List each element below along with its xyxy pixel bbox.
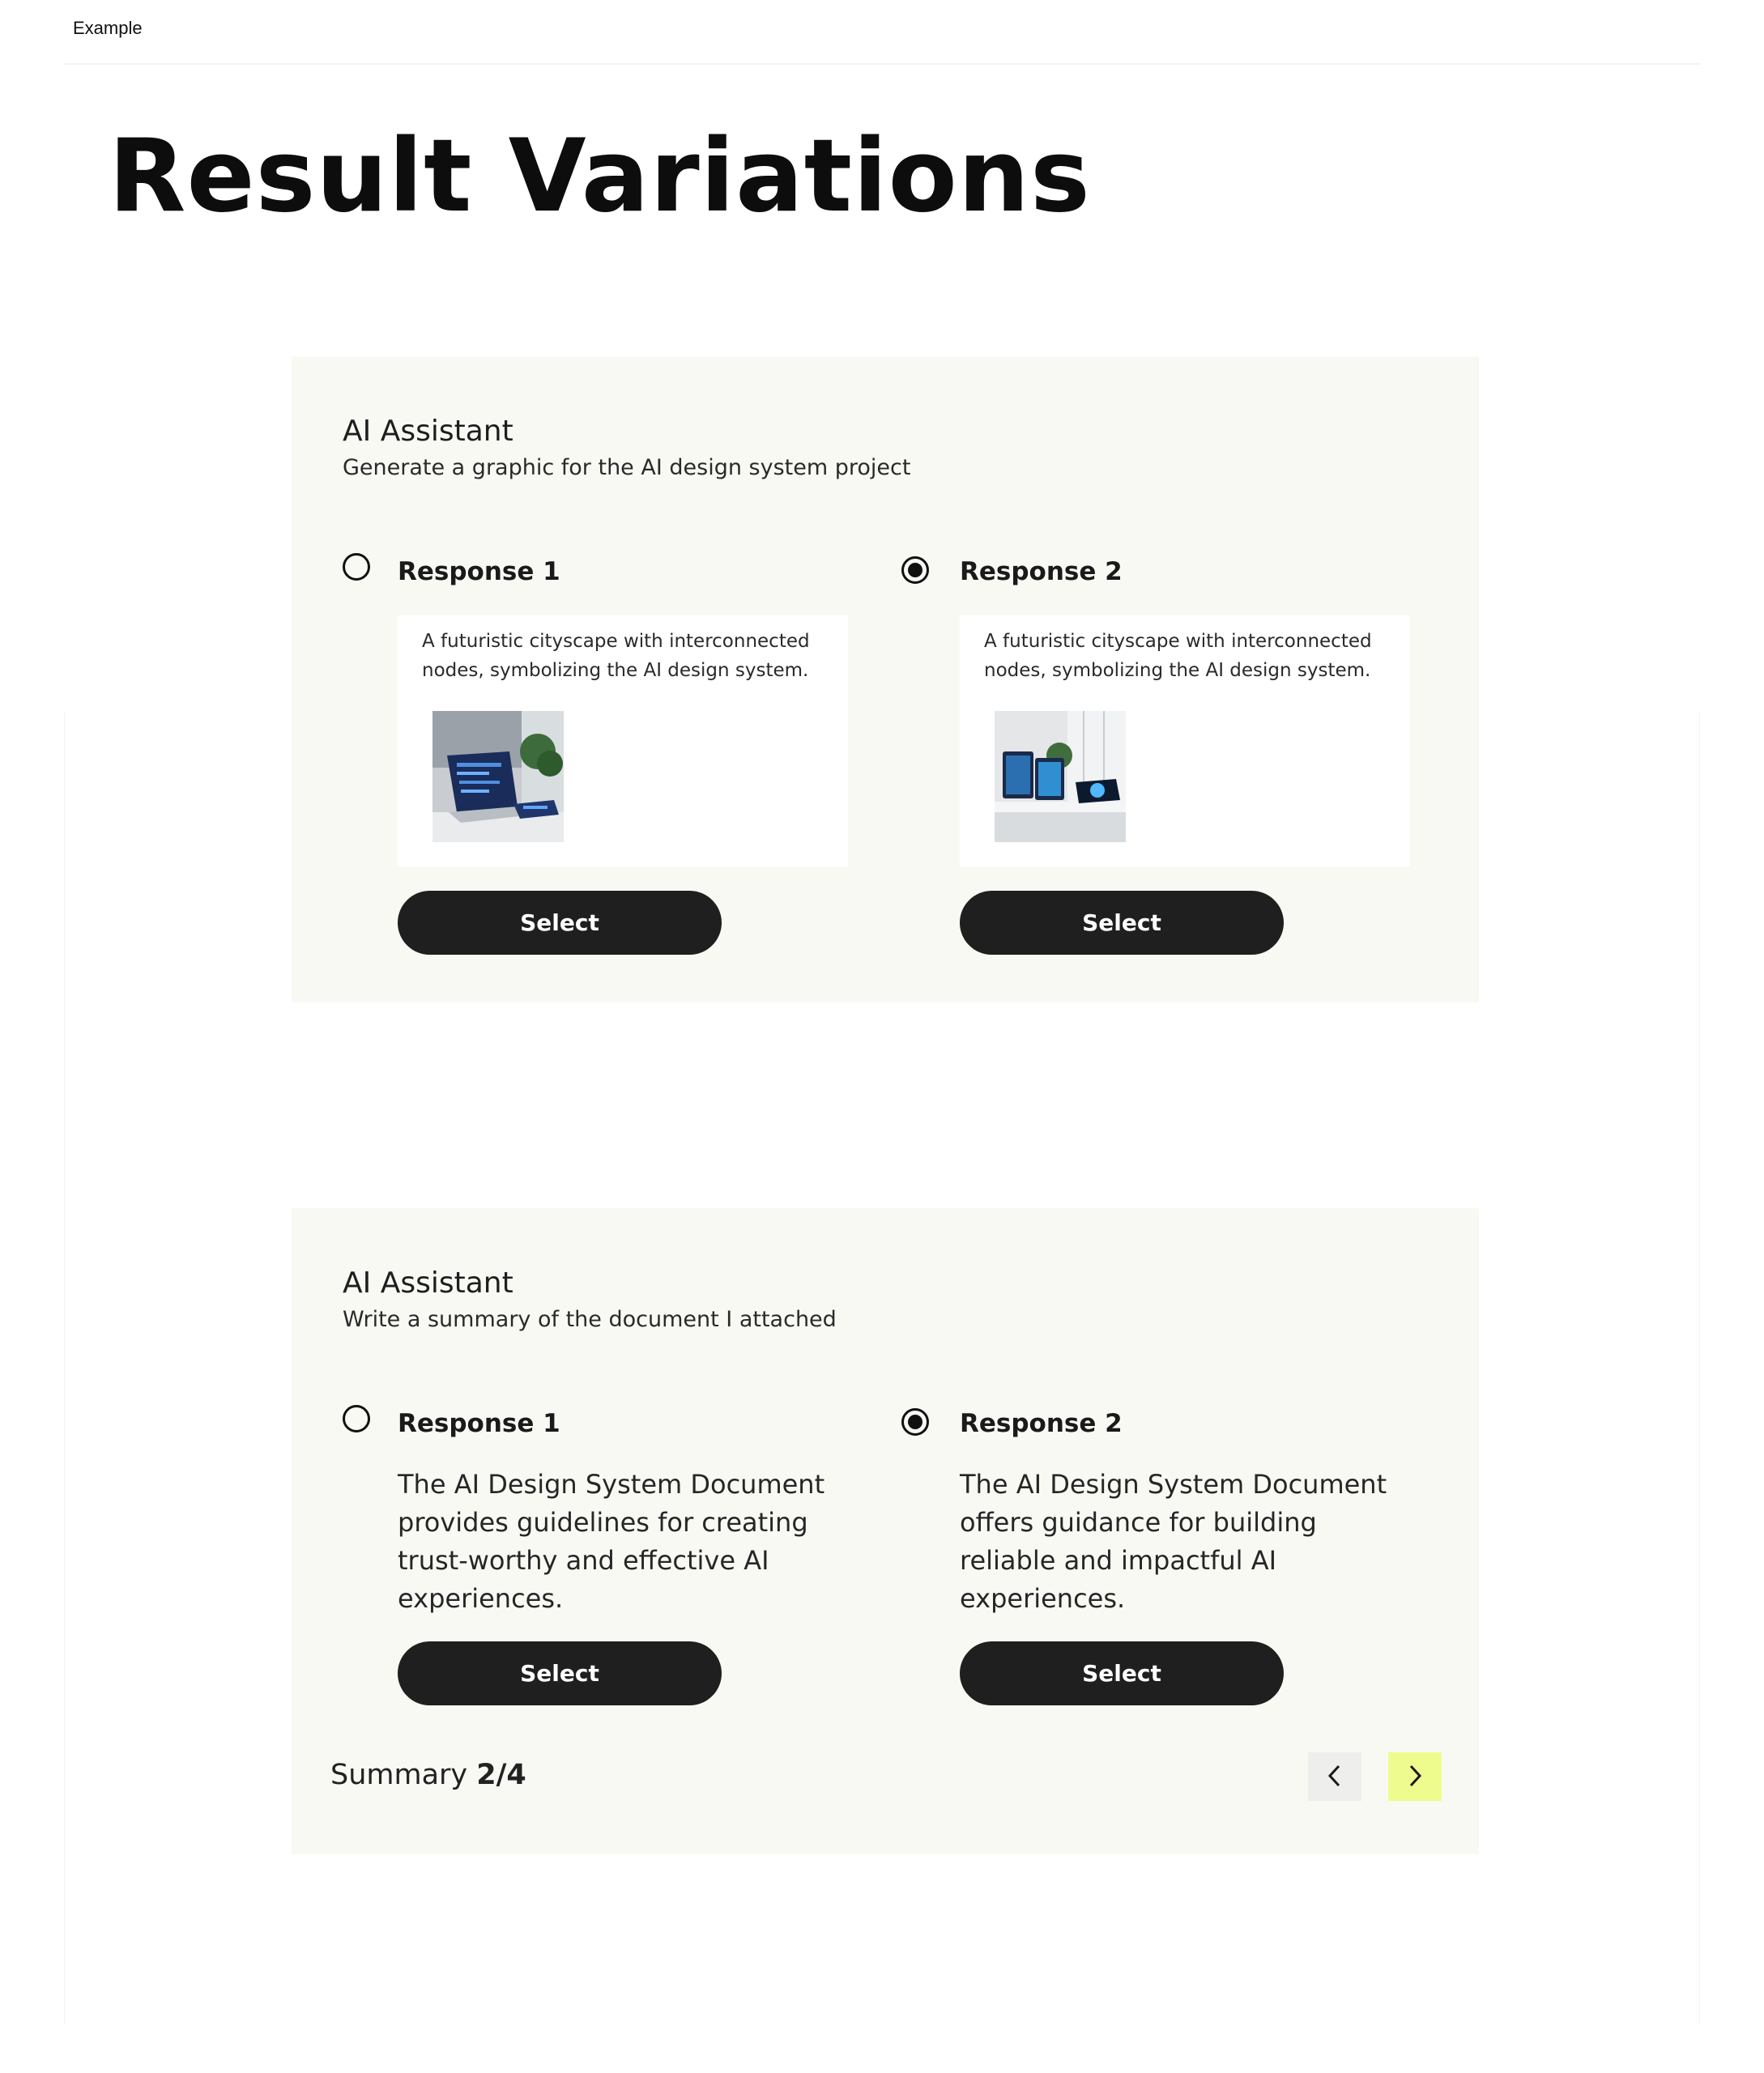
card-title: AI Assistant xyxy=(343,415,513,448)
chevron-right-icon xyxy=(1405,1763,1425,1791)
tablets-office-image xyxy=(995,711,1126,842)
response-1-text: The AI Design System Document provides guidelines for creating trust-worthy and effective AI experiences. xyxy=(398,1469,825,1614)
summary-pager xyxy=(330,1759,526,1791)
response-1-label: Response 1 xyxy=(398,1409,560,1438)
response-1-box xyxy=(398,615,848,866)
response-1-radio[interactable] xyxy=(343,553,370,581)
next-button[interactable] xyxy=(1388,1752,1442,1801)
summary-label: Summary xyxy=(330,1759,477,1791)
laptop-dashboard-image xyxy=(432,711,564,842)
summary-count: 2/4 xyxy=(476,1759,526,1791)
response-2-label: Response 2 xyxy=(960,1409,1123,1438)
frame-label: Example xyxy=(73,18,143,38)
frame-divider xyxy=(65,63,1701,65)
response-2-text: The AI Design System Document offers guidance for building reliable and impactful AI experiences. xyxy=(960,1469,1387,1614)
response-1-radio[interactable] xyxy=(343,1405,370,1432)
response-1-description: A futuristic cityscape with interconnected nodes, symbolizing the AI design system. xyxy=(422,631,810,681)
response-2-select-button[interactable]: Select xyxy=(960,1641,1284,1705)
summary-variations-card xyxy=(292,1208,1479,1854)
response-2-radio[interactable] xyxy=(901,556,929,584)
response-2-label: Response 2 xyxy=(960,557,1123,586)
response-2-description: A futuristic cityscape with interconnected nodes, symbolizing the AI design system. xyxy=(984,631,1372,681)
previous-button[interactable] xyxy=(1308,1752,1361,1801)
frame-left-edge xyxy=(64,713,65,2024)
response-1-label: Response 1 xyxy=(398,557,560,586)
response-1-select-button[interactable]: Select xyxy=(398,1641,722,1705)
image-variations-card xyxy=(292,356,1479,1002)
response-2-radio[interactable] xyxy=(901,1408,929,1436)
card-prompt: Write a summary of the document I attached xyxy=(343,1307,837,1332)
card-title: AI Assistant xyxy=(343,1266,513,1300)
chevron-left-icon xyxy=(1325,1763,1344,1791)
page-title: Result Variations xyxy=(109,118,1091,235)
response-2-box xyxy=(960,615,1410,866)
card-prompt: Generate a graphic for the AI design system project xyxy=(343,455,911,480)
frame-right-edge xyxy=(1699,713,1700,2024)
response-2-select-button[interactable]: Select xyxy=(960,891,1284,955)
response-1-select-button[interactable]: Select xyxy=(398,891,722,955)
